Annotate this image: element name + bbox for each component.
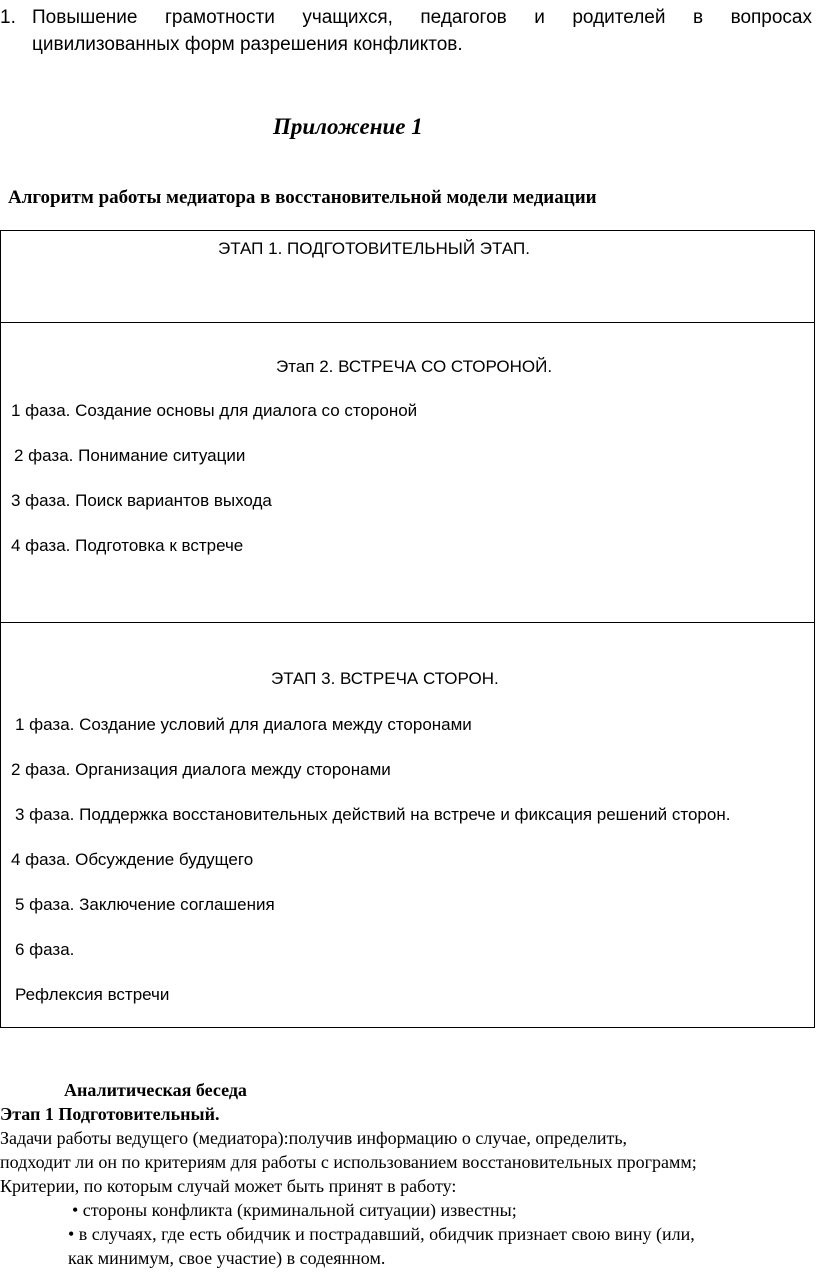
appendix-title: Приложение 1 bbox=[273, 114, 423, 139]
analytic-title: Аналитическая беседа bbox=[64, 1080, 247, 1100]
intro-line-2: цивилизованных форм разрешения конфликтов. bbox=[32, 34, 463, 55]
stage-3-heading: ЭТАП 3. ВСТРЕЧА СТОРОН. bbox=[271, 669, 499, 688]
criteria-bullet-1: • стороны конфликта (криминальной ситуации) известны; bbox=[72, 1200, 517, 1220]
algorithm-table bbox=[0, 230, 815, 1028]
stage-2-heading: Этап 2. ВСТРЕЧА СО СТОРОНОЙ. bbox=[276, 357, 553, 376]
algorithm-title: Алгоритм работы медиатора в восстановительной модели медиации bbox=[8, 187, 597, 208]
stage-3-phase-4: 4 фаза. Обсуждение будущего bbox=[11, 850, 254, 869]
tasks-line-1: Задачи работы ведущего (медиатора):получив информацию о случае, определить, bbox=[0, 1128, 628, 1148]
tasks-line-2: подходит ли он по критериям для работы с использованием восстановительных программ; bbox=[0, 1152, 697, 1172]
stage-3-phase-2: 2 фаза. Организация диалога между сторонами bbox=[11, 760, 391, 779]
stage-3-row bbox=[1, 623, 814, 1029]
stage-2-row bbox=[1, 323, 814, 623]
stage-1-row bbox=[1, 231, 814, 323]
stage-3-phase-1: 1 фаза. Создание условий для диалога между сторонами bbox=[15, 715, 472, 734]
stage-3-phase-6: 6 фаза. bbox=[15, 940, 75, 959]
stage-1-heading: ЭТАП 1. ПОДГОТОВИТЕЛЬНЫЙ ЭТАП. bbox=[218, 239, 530, 258]
stage-3-phase-3: 3 фаза. Поддержка восстановительных действий на встрече и фиксация решений сторон. bbox=[15, 805, 731, 824]
stage-3-reflection: Рефлексия встречи bbox=[15, 985, 170, 1004]
stage-2-phase-3: 3 фаза. Поиск вариантов выхода bbox=[11, 491, 272, 510]
stage-title: Этап 1 Подготовительный. bbox=[0, 1104, 220, 1124]
criteria-text: Критерии, по которым случай может быть принят в работу: bbox=[0, 1176, 457, 1196]
stage-2-phase-2: 2 фаза. Понимание ситуации bbox=[14, 446, 246, 465]
criteria-bullet-2: • в случаях, где есть обидчик и пострадавший, обидчик признает свою вину (или, bbox=[68, 1224, 695, 1244]
criteria-bullet-2-cont: как минимум, свое участие) в содеянном. bbox=[68, 1248, 386, 1268]
stage-2-phase-4: 4 фаза. Подготовка к встрече bbox=[11, 536, 244, 555]
list-number: 1. bbox=[0, 7, 16, 28]
intro-line-1: Повышение грамотности учащихся, педагогов и родителей в вопросах bbox=[32, 7, 812, 28]
stage-3-phase-5: 5 фаза. Заключение соглашения bbox=[15, 895, 275, 914]
stage-2-phase-1: 1 фаза. Создание основы для диалога со стороной bbox=[11, 401, 418, 420]
